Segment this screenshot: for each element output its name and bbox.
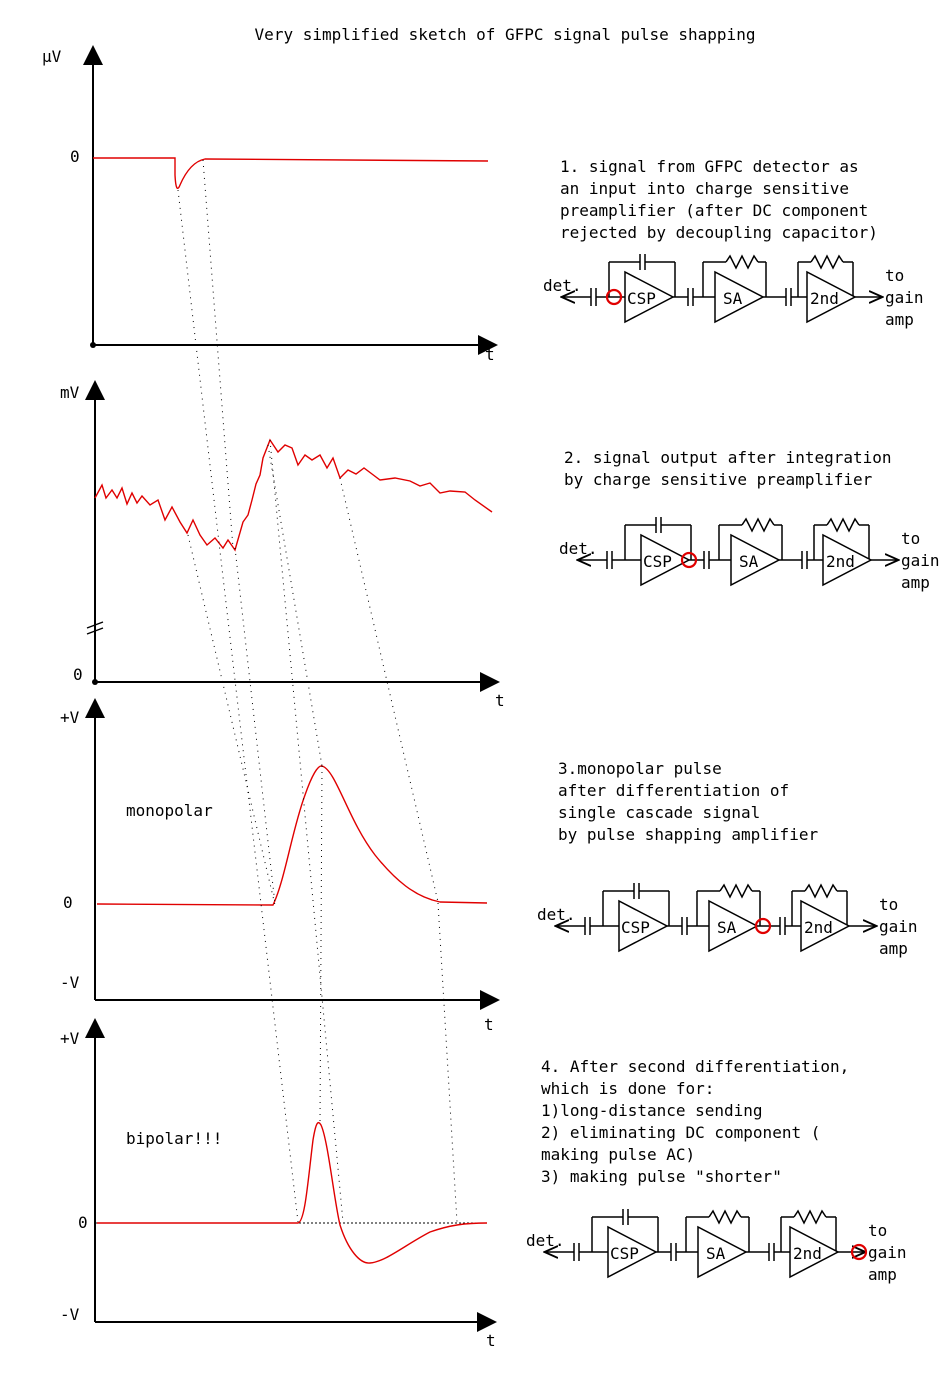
p3-mode-label: monopolar	[126, 801, 213, 820]
circuit-2-out-label-3: amp	[901, 573, 930, 592]
corr-line-4	[270, 440, 343, 1222]
p3-y-unit: +V	[60, 708, 80, 727]
desc-4-line-1: 4. After second differentiation,	[541, 1057, 850, 1076]
panel-3-monopolar	[60, 708, 494, 1034]
circuit-3-out-label-2: gain	[879, 917, 918, 936]
p1-signal-curve	[93, 158, 488, 188]
desc-2-line-2: by charge sensitive preamplifier	[564, 470, 873, 489]
description-3	[558, 759, 818, 844]
circuit-2-sa-label: SA	[739, 552, 759, 571]
corr-line-8	[438, 903, 457, 1222]
circuit-2-2nd-label: 2nd	[826, 552, 855, 571]
circuit-4-2nd-label: 2nd	[793, 1244, 822, 1263]
circuit-diagram-2	[559, 517, 940, 592]
circuit-3-det-label: det.	[537, 905, 576, 924]
circuit-2-csp-label: CSP	[643, 552, 672, 571]
p2-y-zero: 0	[73, 665, 83, 684]
desc-2-line-1: 2. signal output after integration	[564, 448, 892, 467]
p1-y-zero: 0	[70, 147, 80, 166]
description-2	[564, 448, 892, 489]
corr-line-5	[188, 535, 275, 905]
p2-y-unit: mV	[60, 383, 80, 402]
corr-line-7	[340, 478, 438, 902]
desc-1-line-4: rejected by decoupling capacitor)	[560, 223, 878, 242]
circuit-3-2nd-label: 2nd	[804, 918, 833, 937]
p4-x-label: t	[486, 1331, 496, 1350]
corr-line-2	[203, 160, 233, 548]
desc-4-line-3: 1)long-distance sending	[541, 1101, 763, 1120]
p4-mode-label: bipolar!!!	[126, 1129, 223, 1148]
desc-1-line-1: 1. signal from GFPC detector as	[560, 157, 859, 176]
desc-1-line-3: preamplifier (after DC component	[560, 201, 869, 220]
panel-4-bipolar	[60, 1028, 496, 1350]
p3-y-neg: -V	[60, 973, 80, 992]
p2-x-label: t	[495, 691, 505, 710]
corr-line-6	[268, 445, 322, 766]
desc-3-line-4: by pulse shapping amplifier	[558, 825, 819, 844]
desc-4-line-6: 3) making pulse "shorter"	[541, 1167, 782, 1186]
circuit-2-out-label-1: to	[901, 529, 921, 548]
desc-1-line-2: an input into charge sensitive	[560, 179, 849, 198]
p3-x-label: t	[484, 1015, 494, 1034]
circuit-1-sa-label: SA	[723, 289, 743, 308]
circuit-diagram-3	[537, 883, 918, 958]
circuit-3-out-label-3: amp	[879, 939, 908, 958]
circuit-3-csp-label: CSP	[621, 918, 650, 937]
description-4	[541, 1057, 849, 1186]
p4-y-neg: -V	[60, 1305, 80, 1324]
circuit-3-out-label-1: to	[879, 895, 899, 914]
circuit-4-csp-label: CSP	[610, 1244, 639, 1263]
circuit-1-csp-label: CSP	[627, 289, 656, 308]
p1-y-unit: µV	[42, 47, 62, 66]
desc-3-line-3: single cascade signal	[558, 803, 761, 822]
desc-3-line-1: 3.monopolar pulse	[558, 759, 722, 778]
p1-origin	[90, 342, 96, 348]
panel-2-integrated-signal	[60, 383, 505, 710]
p2-signal-curve	[95, 440, 492, 550]
circuit-4-sa-label: SA	[706, 1244, 726, 1263]
p4-y-zero: 0	[78, 1213, 88, 1232]
correlation-lines	[178, 160, 457, 1222]
p3-y-zero: 0	[63, 893, 73, 912]
circuit-4-out-label-2: gain	[868, 1243, 907, 1262]
desc-4-line-2: which is done for:	[541, 1079, 715, 1098]
desc-3-line-2: after differentiation of	[558, 781, 790, 800]
circuit-2-det-label: det.	[559, 539, 598, 558]
circuit-3-sa-label: SA	[717, 918, 737, 937]
sketch-title: Very simplified sketch of GFPC signal pulse shapping	[254, 25, 756, 44]
circuit-1-det-label: det.	[543, 276, 582, 295]
circuit-4-out-label-3: amp	[868, 1265, 897, 1284]
circuit-1-body	[543, 254, 924, 329]
circuit-2-out-label-2: gain	[901, 551, 940, 570]
corr-line-9	[320, 766, 322, 1122]
desc-4-line-5: making pulse AC)	[541, 1145, 696, 1164]
description-1	[560, 157, 878, 242]
circuit-1-out-label-3: amp	[885, 310, 914, 329]
circuit-diagram-4	[526, 1209, 907, 1284]
panel-1-input-signal	[42, 47, 495, 364]
corr-line-3	[235, 548, 275, 904]
circuit-diagram-1	[543, 254, 924, 329]
circuit-1-out-label-2: gain	[885, 288, 924, 307]
p4-y-unit: +V	[60, 1029, 80, 1048]
circuit-1-out-label-1: to	[885, 266, 905, 285]
p1-x-label: t	[485, 345, 495, 364]
circuit-4-det-label: det.	[526, 1231, 565, 1250]
p2-origin	[92, 679, 98, 685]
circuit-4-out-label-1: to	[868, 1221, 888, 1240]
circuit-4-body	[526, 1209, 907, 1284]
p3-signal-curve	[97, 766, 487, 905]
circuit-1-2nd-label: 2nd	[810, 289, 839, 308]
desc-4-line-4: 2) eliminating DC component (	[541, 1123, 821, 1142]
circuit-2-body	[559, 517, 940, 592]
circuit-3-body	[537, 883, 918, 958]
